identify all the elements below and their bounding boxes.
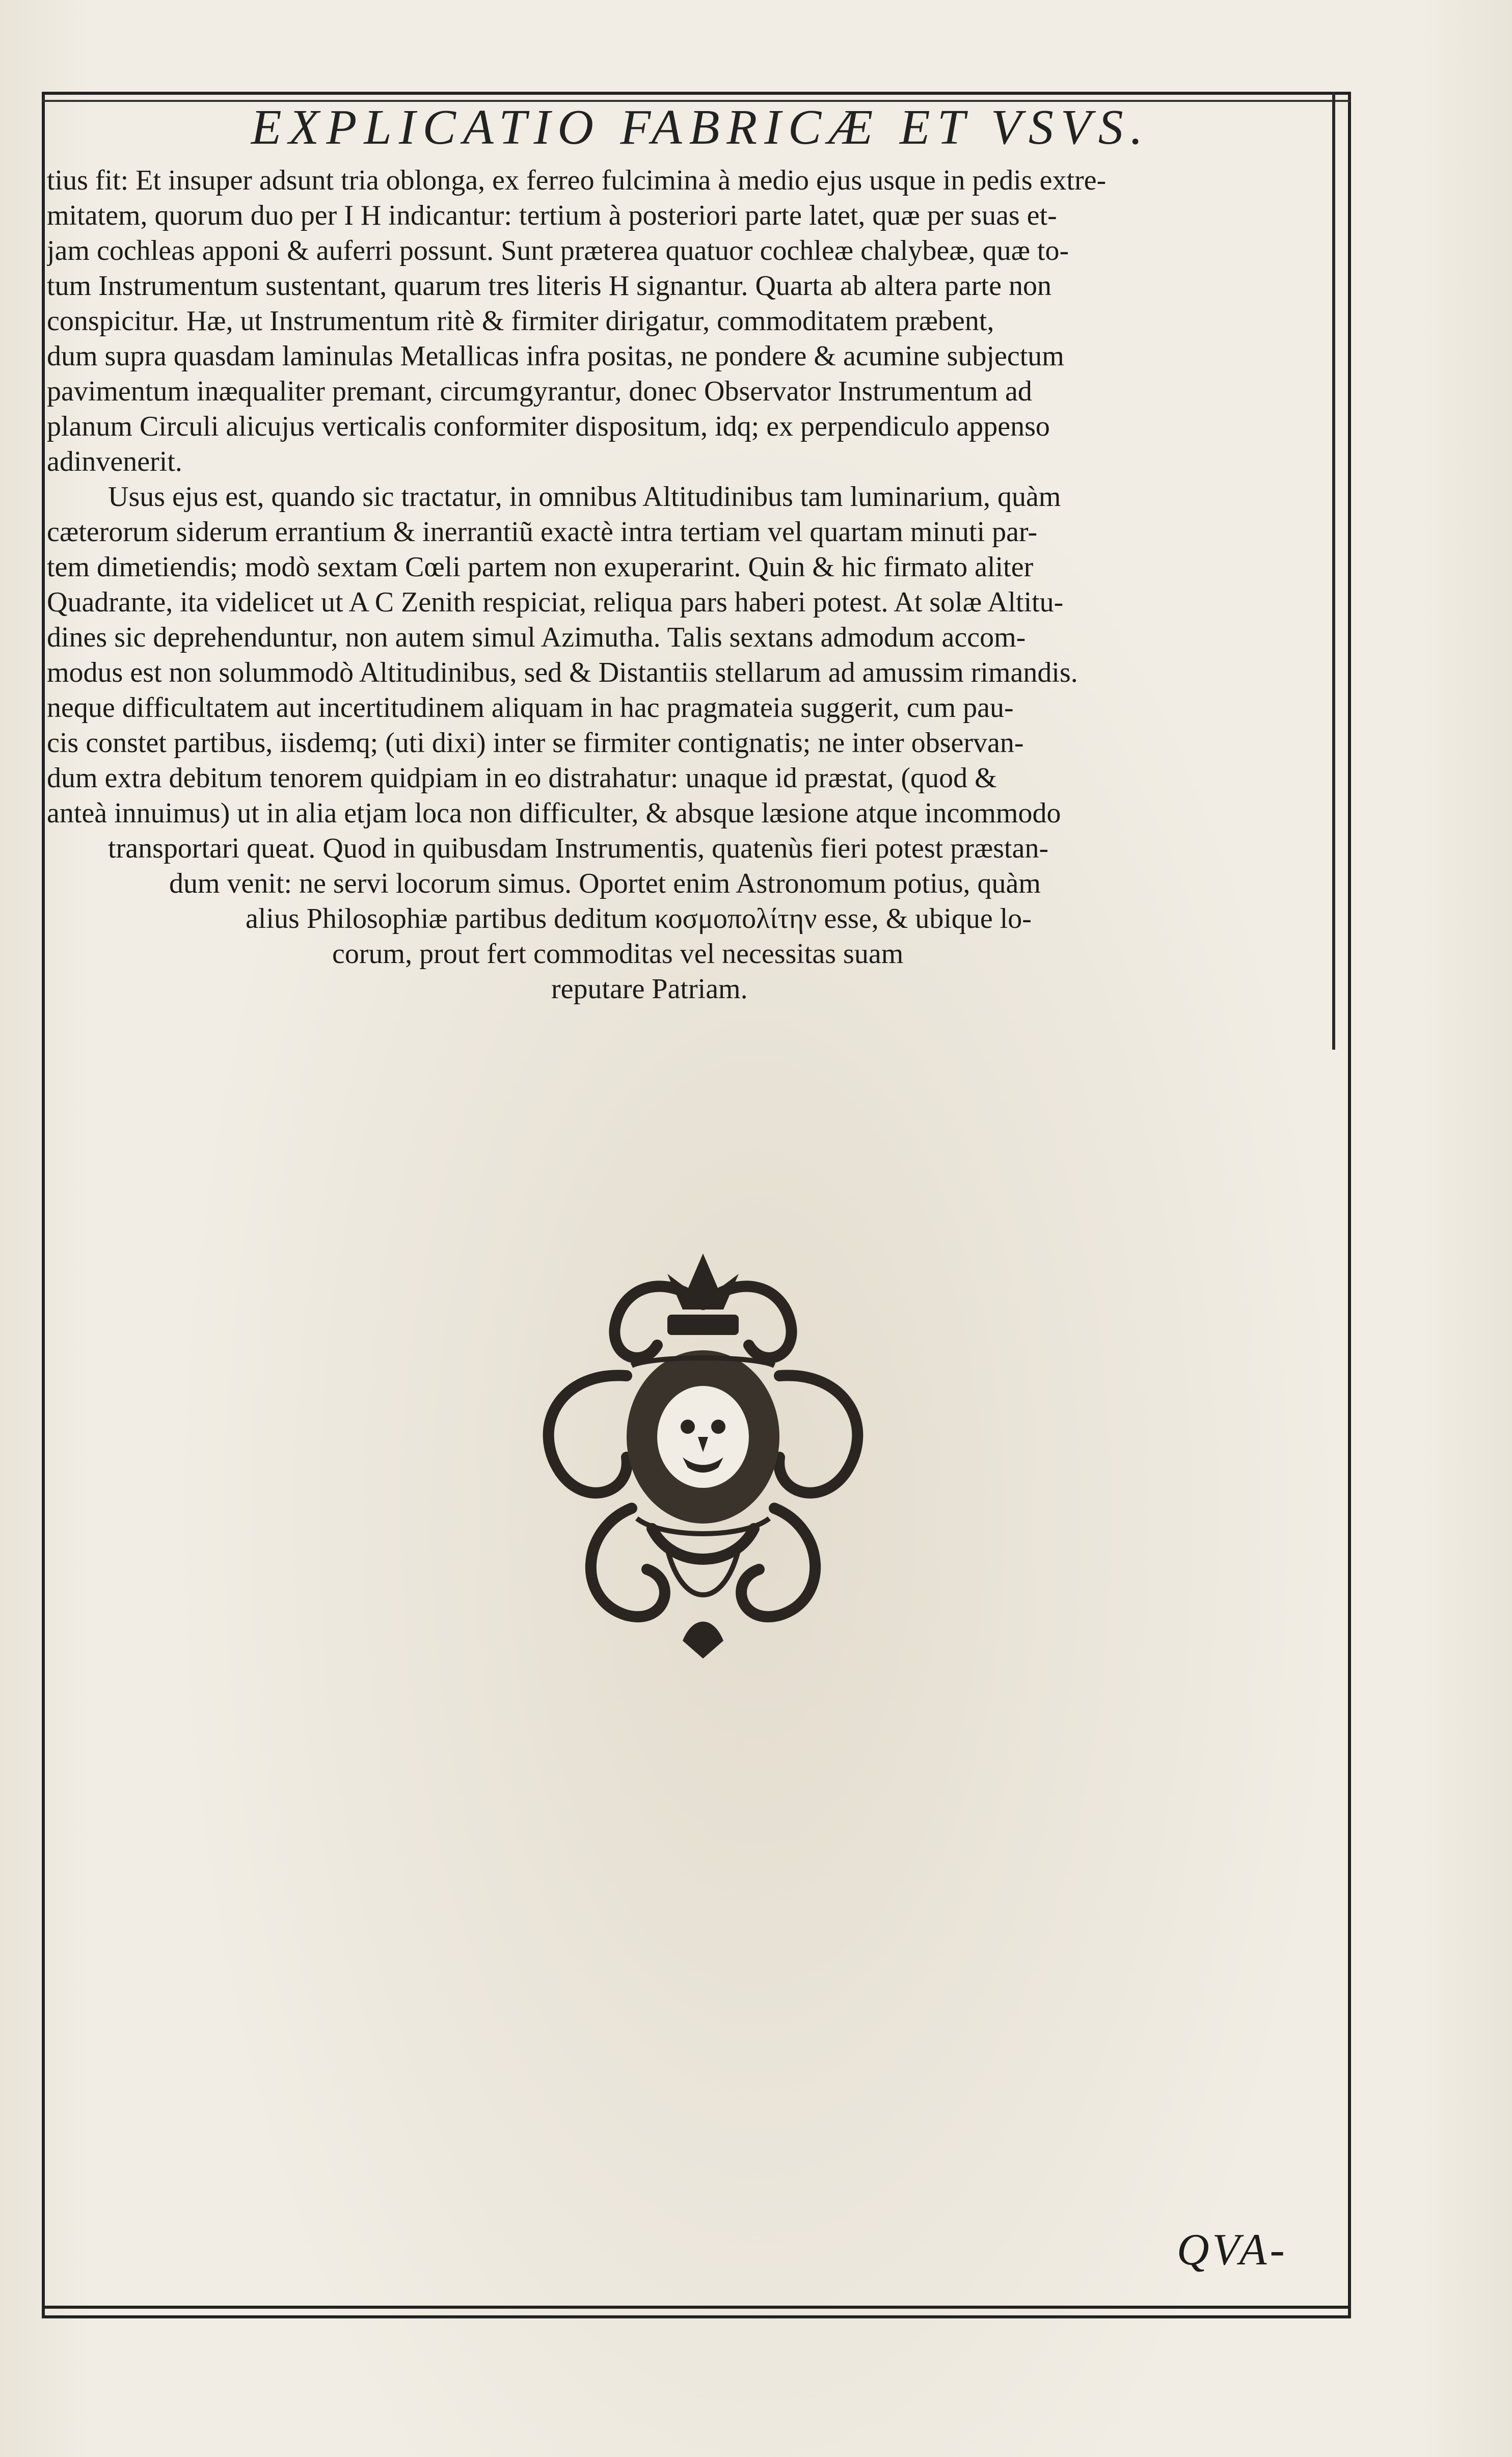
taper-line: corum, prout fert commoditas vel necessitas suam xyxy=(332,938,904,970)
text-line: conspicitur. Hæ, ut Instrumentum ritè & firmiter dirigatur, commoditatem præbent, xyxy=(47,305,994,337)
text-line: tum Instrumentum sustentant, quarum tres literis H signantur. Quarta ab altera parte non xyxy=(47,270,1051,302)
text-line: dum extra debitum tenorem quidpiam in eo distrahatur: unaque id præstat, (quod & xyxy=(47,762,997,794)
text-line: planum Circuli alicujus verticalis conformiter dispositum, idq; ex perpendiculo appenso xyxy=(47,411,1050,442)
taper-line: alius Philosophiæ partibus deditum κοσμοπολίτην esse, & ubique lo- xyxy=(246,903,1032,934)
text-line: modus est non solummodò Altitudinibus, sed & Distantiis stellarum ad amussim rimandis. xyxy=(47,657,1078,688)
text-line: adinvenerit. xyxy=(47,446,182,477)
text-line: dum supra quasdam laminulas Metallicas infra positas, ne pondere & acumine subjectum xyxy=(47,340,1064,372)
running-header-title: EXPLICATIO FABRICÆ ET VSVS. xyxy=(251,100,1150,155)
text-line: neque difficultatem aut incertitudinem aliquam in hac pragmateia suggerit, cum pau- xyxy=(47,692,1014,724)
text-line: cæterorum siderum errantium & inerrantiũ exactè intra tertiam vel quartam minuti par- xyxy=(47,516,1038,548)
text-line: dines sic deprehenduntur, non autem simul Azimutha. Talis sextans admodum accom- xyxy=(47,622,1026,653)
text-line: Quadrante, ita videlicet ut A C Zenith respiciat, reliqua pars haberi potest. At solæ Altitu- xyxy=(47,586,1064,618)
text-line: tius fit: Et insuper adsunt tria oblonga, ex ferreo fulcimina à medio ejus usque in pedis extre- xyxy=(47,165,1106,196)
text-line: cis constet partibus, iisdemq; (uti dixi) inter se firmiter contignatis; ne inter observan- xyxy=(47,727,1024,759)
catchword: QVA- xyxy=(1177,2225,1288,2275)
ornamental-vignette-icon xyxy=(499,1243,907,1661)
text-line: anteà innuimus) ut in alia etjam loca non difficulter, & absque læsione atque incommodo xyxy=(47,797,1061,829)
taper-line: reputare Patriam. xyxy=(551,973,748,1005)
text-line: tem dimetiendis; modò sextam Cœli partem non exuperarint. Quin & hic firmato aliter xyxy=(47,551,1034,583)
text-line: jam cochleas apponi & auferri possunt. Sunt præterea quatuor cochleæ chalybeæ, quæ to- xyxy=(47,235,1069,266)
taper-line: transportari queat. Quod in quibusdam Instrumentis, quatenùs fieri potest præstan- xyxy=(108,833,1049,864)
taper-line: dum venit: ne servi locorum simus. Oportet enim Astronomum potius, quàm xyxy=(169,868,1041,899)
bottom-rule xyxy=(42,2306,1351,2309)
paragraph-start-line: Usus ejus est, quando sic tractatur, in omnibus Altitudinibus tam luminarium, quàm xyxy=(108,481,1061,513)
text-line: pavimentum inæqualiter premant, circumgyrantur, donec Observator Instrumentum ad xyxy=(47,376,1032,407)
latin-text-block xyxy=(47,163,1341,1007)
text-line: mitatem, quorum duo per I H indicantur: tertium à posteriori parte latet, quæ per suas et- xyxy=(47,200,1057,231)
